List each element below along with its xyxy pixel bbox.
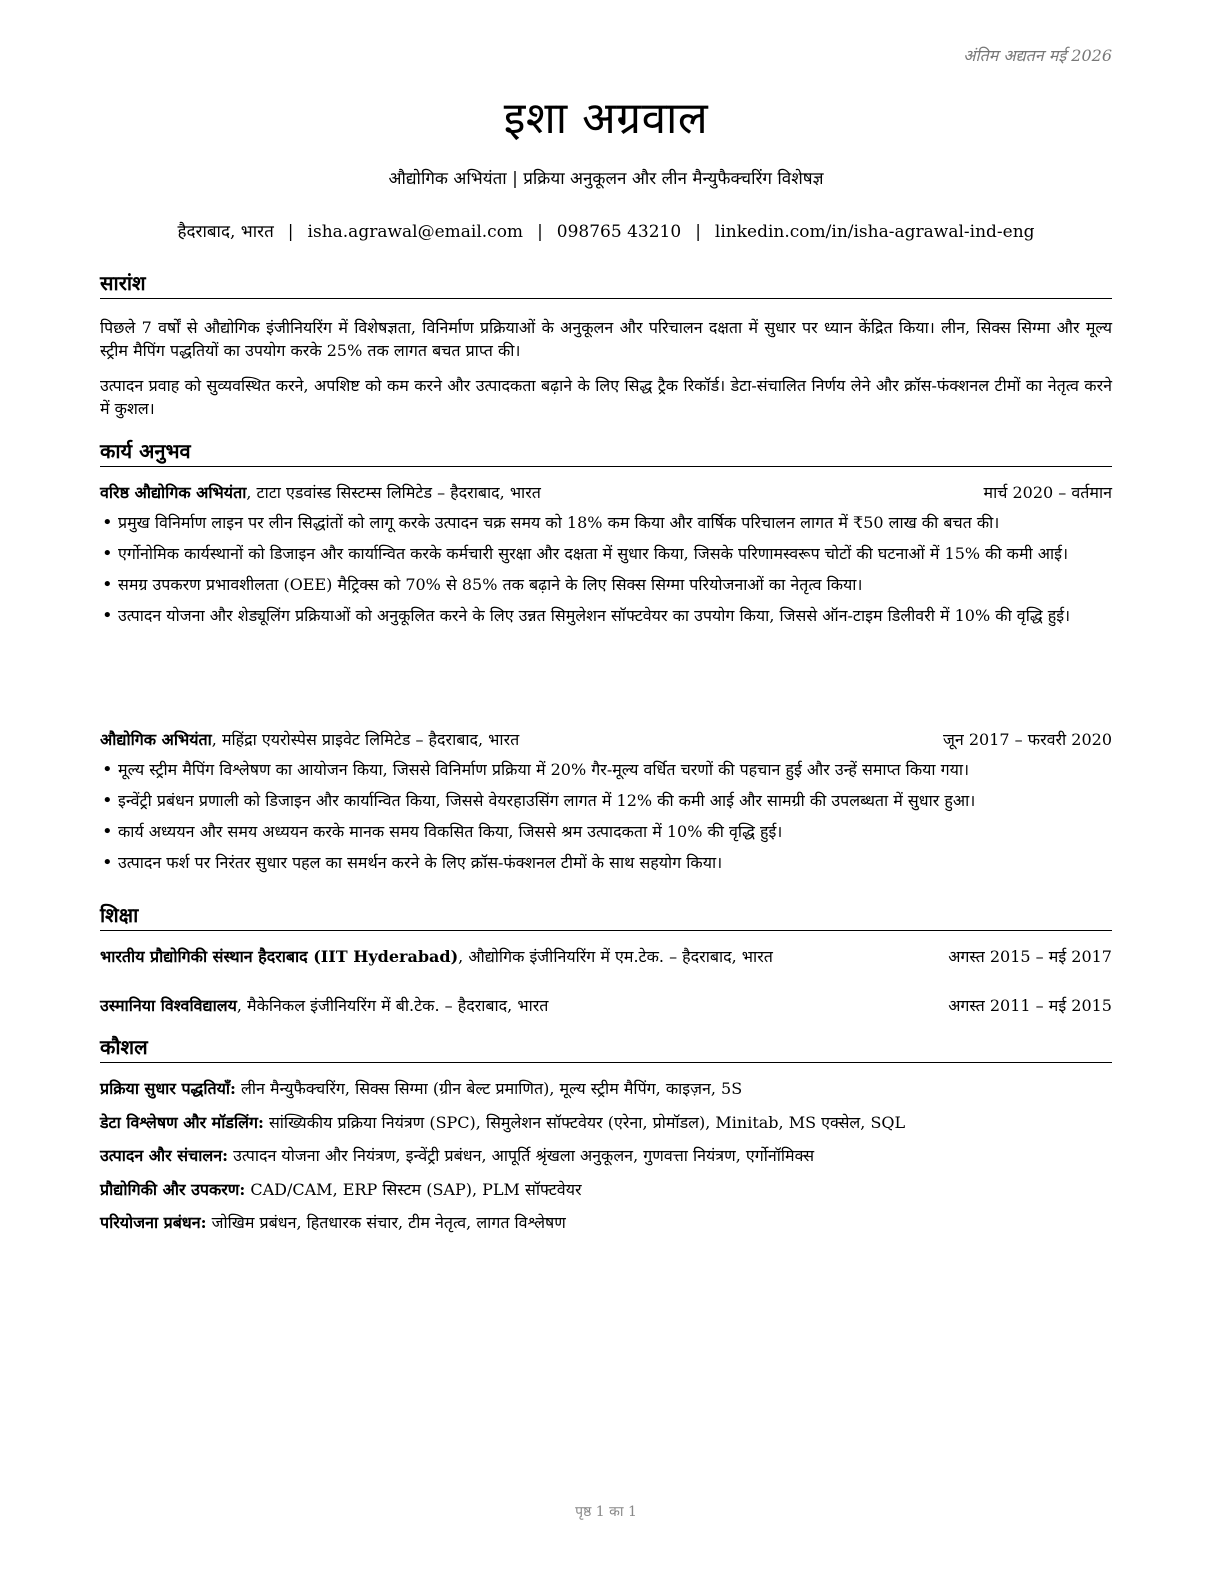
skill-value: उत्पादन योजना और नियंत्रण, इन्वेंट्री प्रबंधन, आपूर्ति श्रृंखला अनुकूलन, गुणवत्ता नियंत्रण, एर्गोनॉमिक्स: [228, 1146, 815, 1165]
job-header: [100, 729, 1112, 751]
skill-label: डेटा विश्लेषण और मॉडलिंग:: [100, 1113, 264, 1132]
summary-paragraph: पिछले 7 वर्षों से औद्योगिक इंजीनियरिंग में विशेषज्ञता, विनिर्माण प्रक्रियाओं के अनुकूलन और परिचालन दक्षता में सुधार पर ध्यान केंद्रित किया। लीन, सिक्स सिग्मा और मूल्य स्ट्रीम मैपिंग पद्धतियों का उपयोग करके 25% तक लागत बचत प्राप्त की।: [100, 318, 1112, 360]
skill-row: [100, 1179, 1112, 1201]
job-bullets: [100, 511, 1112, 635]
contact-separator: |: [287, 222, 294, 242]
job-dates: जून 2017 – फरवरी 2020: [943, 730, 1112, 749]
list-item: • प्रमुख विनिर्माण लाइन पर लीन सिद्धांतों को लागू करके उत्पादन चक्र समय को 18% कम किया और वार्षिक परिचालन लागत में ₹50 लाख की बचत की।: [100, 511, 1112, 534]
job-company: , महिंद्रा एयरोस्पेस प्राइवेट लिमिटेड – हैदराबाद, भारत: [211, 730, 520, 749]
list-item: • मूल्य स्ट्रीम मैपिंग विश्लेषण का आयोजन किया, जिससे विनिर्माण प्रक्रिया में 20% गैर-मूल्य वर्धित चरणों की पहचान हुई और उन्हें समाप्त किया गया।: [100, 758, 1112, 781]
list-item: • कार्य अध्ययन और समय अध्ययन करके मानक समय विकसित किया, जिससे श्रम उत्पादकता में 10% की वृद्धि हुई।: [100, 820, 1112, 843]
skill-row: [100, 1145, 1112, 1167]
skill-value: लीन मैन्युफैक्चरिंग, सिक्स सिग्मा (ग्रीन बेल्ट प्रमाणित), मूल्य स्ट्रीम मैपिंग, काइज़न, 5S: [235, 1079, 743, 1098]
summary-paragraph: उत्पादन प्रवाह को सुव्यवस्थित करने, अपशिष्ट को कम करने और उत्पादकता बढ़ाने के लिए सिद्ध ट्रैक रिकॉर्ड। डेटा-संचालित निर्णय लेने और क्रॉस-फंक्शनल टीमों का नेतृत्व करने में कुशल।: [100, 376, 1112, 418]
contact-separator: |: [537, 222, 543, 242]
education-item: [100, 995, 1112, 1017]
skill-value: सांख्यिकीय प्रक्रिया नियंत्रण (SPC), सिमुलेशन सॉफ्टवेयर (एरेना, प्रोमॉडल), Minitab, MS एक्सेल, SQL: [263, 1113, 906, 1132]
education-dates: अगस्त 2011 – मई 2015: [948, 996, 1112, 1015]
skill-value: CAD/CAM, ERP सिस्टम (SAP), PLM सॉफ्टवेयर: [245, 1180, 582, 1199]
contact-phone: 098765 43210: [556, 222, 682, 242]
candidate-name: इशा अग्रवाल: [503, 93, 709, 144]
skill-label: प्रौद्योगिकी और उपकरण:: [100, 1180, 246, 1199]
contact-linkedin[interactable]: linkedin.com/in/isha-agrawal-ind-eng: [714, 222, 1035, 242]
education-institution: भारतीय प्रौद्योगिकी संस्थान हैदराबाद (IIT Hyderabad): [100, 947, 459, 966]
list-item: • एर्गोनोमिक कार्यस्थानों को डिजाइन और कार्यान्वित करके कर्मचारी सुरक्षा और दक्षता में सुधार किया, जिसके परिणामस्वरूप चोटों की घटनाओं में 15% की कमी आई।: [100, 542, 1112, 565]
job-bullets: [100, 758, 1112, 882]
list-item: • उत्पादन योजना और शेड्यूलिंग प्रक्रियाओं को अनुकूलित करने के लिए उन्नत सिमुलेशन सॉफ्टवेयर का उपयोग किया, जिससे ऑन-टाइम डिलीवरी में 10% की वृद्धि हुई।: [100, 604, 1112, 627]
job-header: [100, 482, 1112, 504]
skill-label: परियोजना प्रबंधन:: [100, 1213, 207, 1232]
list-item: • समग्र उपकरण प्रभावशीलता (OEE) मैट्रिक्स को 70% से 85% तक बढ़ाने के लिए सिक्स सिग्मा परियोजनाओं का नेतृत्व किया।: [100, 573, 1112, 596]
contact-location: हैदराबाद, भारत: [177, 222, 274, 242]
skill-value: जोखिम प्रबंधन, हितधारक संचार, टीम नेतृत्व, लागत विश्लेषण: [206, 1213, 566, 1232]
list-item: • उत्पादन फर्श पर निरंतर सुधार पहल का समर्थन करने के लिए क्रॉस-फंक्शनल टीमों के साथ सहयोग किया।: [100, 851, 1112, 874]
section-title-experience: कार्य अनुभव: [100, 438, 1112, 467]
section-title-summary: सारांश: [100, 270, 1112, 299]
resume-page: [100, 0, 1112, 1584]
skill-label: उत्पादन और संचालन:: [100, 1146, 229, 1165]
contact-email[interactable]: isha.agrawal@email.com: [307, 222, 524, 242]
job-company: , टाटा एडवांस्ड सिस्टम्स लिमिटेड – हैदराबाद, भारत: [246, 483, 541, 502]
skill-label: प्रक्रिया सुधार पद्धतियाँ:: [100, 1079, 236, 1098]
job-role: औद्योगिक अभियंता: [100, 730, 212, 749]
job-dates: मार्च 2020 – वर्तमान: [983, 483, 1112, 502]
last-updated: अंतिम अद्यतन मई 2026: [963, 46, 1112, 65]
education-detail: , औद्योगिक इंजीनियरिंग में एम.टेक. – हैदराबाद, भारत: [458, 947, 773, 966]
skill-row: [100, 1112, 1112, 1134]
skill-row: [100, 1078, 1112, 1100]
education-dates: अगस्त 2015 – मई 2017: [948, 947, 1112, 966]
job-role: वरिष्ठ औद्योगिक अभियंता: [100, 483, 247, 502]
skill-row: [100, 1212, 1112, 1234]
tagline: औद्योगिक अभियंता | प्रक्रिया अनुकूलन और लीन मैन्युफैक्चरिंग विशेषज्ञ: [388, 169, 824, 189]
education-item: [100, 946, 1112, 968]
contact-line: [100, 219, 1112, 242]
contact-separator: |: [695, 222, 701, 242]
section-title-skills: कौशल: [100, 1034, 1112, 1063]
section-title-education: शिक्षा: [100, 902, 1112, 931]
page-number: पृष्ठ 1 का 1: [575, 1504, 637, 1520]
education-detail: , मैकेनिकल इंजीनियरिंग में बी.टेक. – हैदराबाद, भारत: [236, 996, 549, 1015]
education-institution: उस्मानिया विश्वविद्यालय: [100, 996, 237, 1015]
list-item: • इन्वेंट्री प्रबंधन प्रणाली को डिजाइन और कार्यान्वित किया, जिससे वेयरहाउसिंग लागत में 12% की कमी आई और सामग्री की उपलब्धता में सुधार हुआ।: [100, 789, 1112, 812]
